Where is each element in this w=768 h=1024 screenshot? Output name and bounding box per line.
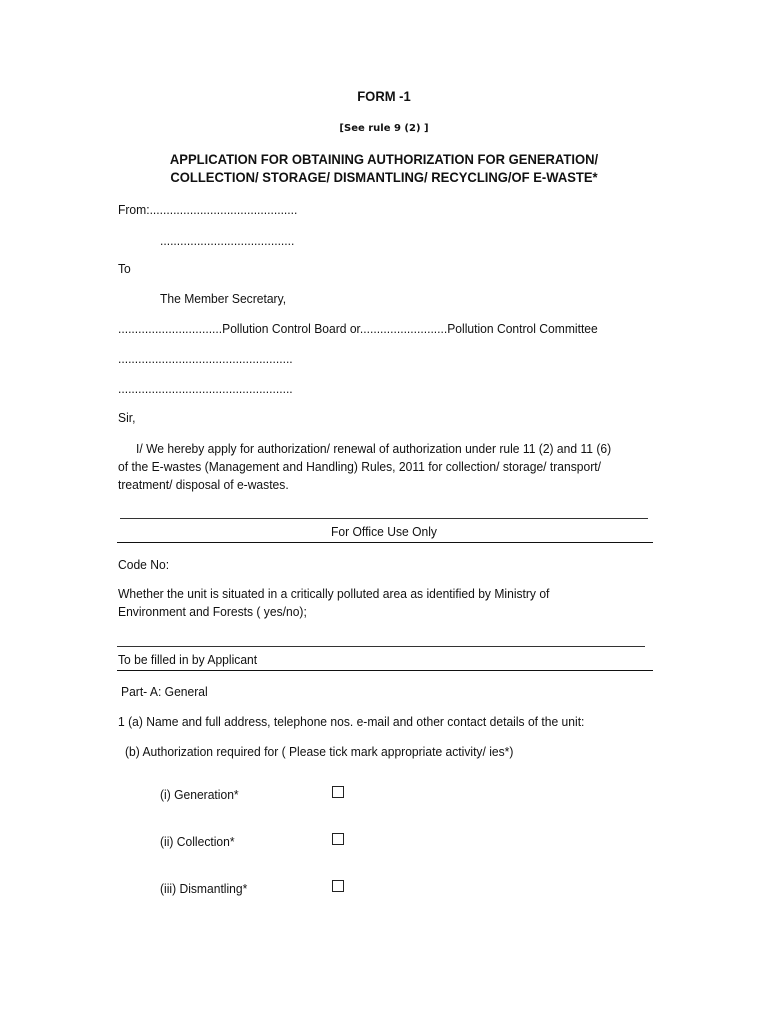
board-line: ...............................Pollution Control Board or..........................Pollution Control Committee <box>118 321 598 336</box>
item-1a: 1 (a) Name and full address, telephone nos. e-mail and other contact details of the unit: <box>118 714 585 729</box>
activity-dismantling-label: (iii) Dismantling* <box>160 881 248 896</box>
underscore-divider-2 <box>117 646 645 647</box>
form-number: FORM -1 <box>357 88 411 104</box>
address-blank-line-2: .................................................... <box>118 381 293 396</box>
activity-generation-checkbox[interactable] <box>332 786 344 798</box>
activity-dismantling-checkbox[interactable] <box>332 880 344 892</box>
form-title-line-1: APPLICATION FOR OBTAINING AUTHORIZATION FOR GENERATION/ <box>169 151 599 167</box>
applicant-heading: To be filled in by Applicant <box>118 652 258 667</box>
form-title-line-2: COLLECTION/ STORAGE/ DISMANTLING/ RECYCLING/OF E-WASTE* <box>170 169 598 185</box>
activity-collection-checkbox[interactable] <box>332 833 344 845</box>
activity-generation-label: (i) Generation* <box>160 787 239 802</box>
applicant-rule <box>117 670 653 671</box>
from-line-2: ........................................ <box>160 233 295 248</box>
office-use-rule <box>117 542 653 543</box>
office-use-heading: For Office Use Only <box>331 524 437 539</box>
polluted-area-line-1: Whether the unit is situated in a critically polluted area as identified by Ministry of <box>118 586 550 601</box>
polluted-area-line-2: Environment and Forests ( yes/no); <box>118 604 307 619</box>
activity-collection-label: (ii) Collection* <box>160 834 235 849</box>
body-line-1: I/ We hereby apply for authorization/ renewal of authorization under rule 11 (2) and 11 (6) <box>136 441 612 456</box>
to-label: To <box>118 261 131 276</box>
address-blank-line-1: .................................................... <box>118 351 293 366</box>
code-no-label: Code No: <box>118 557 170 572</box>
salutation: Sir, <box>118 410 136 425</box>
rule-reference: [See rule 9 (2) ] <box>339 123 429 134</box>
item-1b: (b) Authorization required for ( Please tick mark appropriate activity/ ies*) <box>125 744 514 759</box>
body-line-3: treatment/ disposal of e-wastes. <box>118 477 289 492</box>
body-line-2: of the E-wastes (Management and Handling) Rules, 2011 for collection/ storage/ transport/ <box>118 459 601 474</box>
underscore-divider-1 <box>120 518 648 519</box>
from-line: From:............................................ <box>118 202 298 217</box>
part-a-heading: Part- A: General <box>121 684 208 699</box>
recipient-title: The Member Secretary, <box>160 291 287 306</box>
